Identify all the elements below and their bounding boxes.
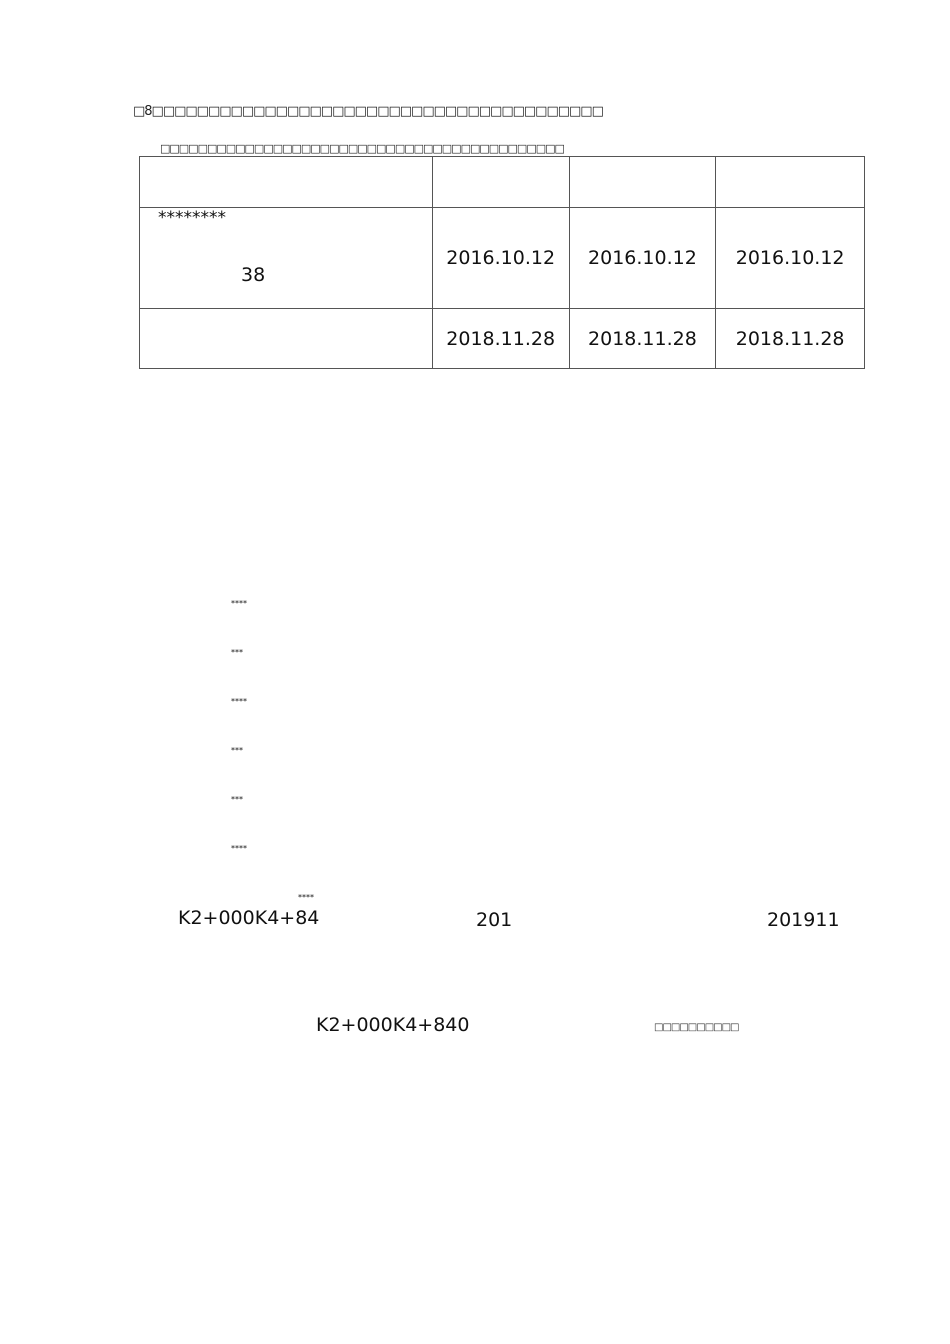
- date-cell: 2018.11.28: [432, 309, 569, 369]
- header-cell: [716, 157, 865, 208]
- schedule-table: [139, 156, 865, 369]
- masked-mark: ***: [231, 795, 243, 804]
- masked-mark: ****: [231, 844, 247, 853]
- chainage-text: K2+000K4+840: [316, 1014, 470, 1036]
- table-row: [140, 208, 865, 309]
- chainage-text: K2+000K4+84: [178, 907, 320, 929]
- header-cell: [140, 157, 433, 208]
- table-caption: □□□□□□□□□□□□□□□□□□□□□□□□□□□□□□□□□□□□□□□□□□□: [160, 142, 564, 155]
- superscript-mark: ****: [298, 893, 314, 902]
- date-cell: 2018.11.28: [716, 309, 865, 369]
- date-cell: 2016.10.12: [432, 208, 569, 309]
- row-label-cell: [140, 208, 433, 309]
- document-caption: □8□□□□□□□□□□□□□□□□□□□□□□□□□□□□□□□□□□□□□□□□: [133, 104, 603, 119]
- table-row: [140, 309, 865, 369]
- date-cell: 2018.11.28: [569, 309, 716, 369]
- masked-text: ********: [158, 208, 226, 228]
- placeholder-glyphs: □□□□□□□□□□: [654, 1022, 739, 1033]
- header-cell: [432, 157, 569, 208]
- row-label-cell: [140, 309, 433, 369]
- header-cell: [569, 157, 716, 208]
- row-number: 38: [241, 264, 266, 286]
- date-cell: 2016.10.12: [716, 208, 865, 309]
- masked-mark: ***: [231, 746, 243, 755]
- table-header-row: [140, 157, 865, 208]
- masked-mark: ***: [231, 648, 243, 657]
- date-cell: 2016.10.12: [569, 208, 716, 309]
- year-text: 201: [476, 909, 513, 929]
- year-text: 201911: [767, 909, 840, 929]
- masked-mark: ****: [231, 697, 247, 706]
- masked-mark: ****: [231, 599, 247, 608]
